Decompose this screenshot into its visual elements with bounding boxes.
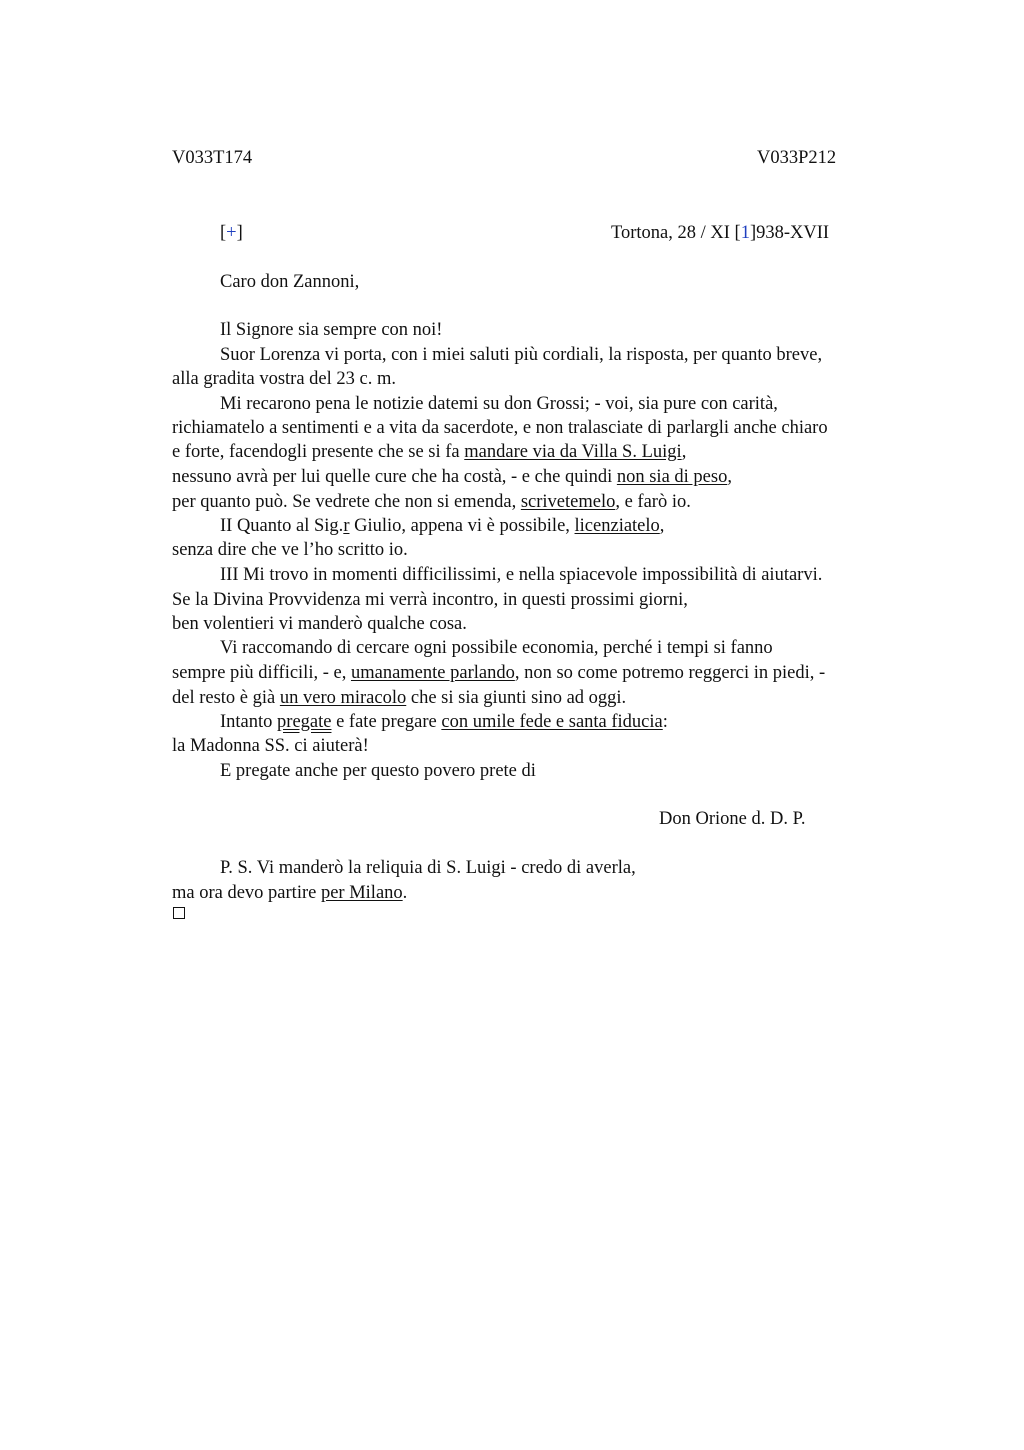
text-run: che si sia giunti sino ad oggi. xyxy=(406,688,627,708)
text-run: per quanto può. Se vedrete che non si emenda, xyxy=(172,492,521,512)
underlined-text: con umile fede e santa fiducia xyxy=(441,712,663,732)
underlined-text: per Milano xyxy=(320,883,403,903)
end-square-icon xyxy=(173,907,185,919)
body-line: Se la Divina Provvidenza mi verrà incontro, in questi prossimi giorni, xyxy=(172,590,688,610)
body-line: E pregate anche per questo povero prete di xyxy=(220,761,536,781)
body-line: Suor Lorenza vi porta, con i miei saluti più cordiali, la risposta, per quanto breve, xyxy=(220,345,823,365)
cross-mark xyxy=(220,221,243,245)
underlined-text: r xyxy=(343,516,350,536)
text-run: . xyxy=(402,883,408,903)
text-run: e forte, facendogli presente che se si fa xyxy=(172,442,465,462)
body-line: senza dire che ve l’ho scritto io. xyxy=(172,540,408,560)
letter-date xyxy=(611,221,829,245)
text-run: : xyxy=(662,712,668,732)
signature: Don Orione d. D. P. xyxy=(659,809,806,829)
cross-symbol: + xyxy=(226,223,237,243)
header-right-code: V033P212 xyxy=(757,148,837,168)
body-line: la Madonna SS. ci aiuterà! xyxy=(172,736,369,756)
body-line: Mi recarono pena le notizie datemi su don Grossi; - voi, sia pure con carità, xyxy=(220,394,778,414)
underlined-text: scrivetemelo xyxy=(520,492,616,512)
body-line: Il Signore sia sempre con noi! xyxy=(220,320,443,340)
text-run: Giulio, appena vi è possibile, xyxy=(349,516,575,536)
body-line: ben volentieri vi manderò qualche cosa. xyxy=(172,614,467,634)
double-underlined-text: pregate xyxy=(277,712,332,732)
text-run: , xyxy=(681,442,687,462)
date-year-digit: 1 xyxy=(740,223,750,243)
underlined-text: umanamente parlando xyxy=(350,663,515,683)
text-run: e fate pregare xyxy=(331,712,442,732)
body-line: richiamatelo a sentimenti e a vita da sacerdote, e non tralasciate di parlargli anche chiaro xyxy=(172,418,828,438)
text-run: sempre più difficili, - e, xyxy=(172,663,351,683)
text-run: , xyxy=(727,467,732,487)
body-line xyxy=(220,514,664,538)
text-run: , non so come potremo reggerci in piedi, - xyxy=(514,663,826,683)
text-run: del resto è già xyxy=(172,688,280,708)
body-line: III Mi trovo in momenti difficilissimi, e nella spiacevole impossibilità di aiutarvi. xyxy=(220,565,823,585)
text-run: nessuno avrà per lui quelle cure che ha costà, - e che quindi xyxy=(172,467,617,487)
text-run: ma ora devo partire xyxy=(172,883,321,903)
underlined-text: licenziatelo xyxy=(574,516,660,536)
header-left-code: V033T174 xyxy=(172,148,253,168)
underlined-text: non sia di peso xyxy=(616,467,728,487)
body-line: alla gradita vostra del 23 c. m. xyxy=(172,369,396,389)
postscript-line: P. S. Vi manderò la reliquia di S. Luigi - credo di averla, xyxy=(220,858,636,878)
body-line xyxy=(220,710,668,734)
text-run: Intanto xyxy=(220,712,278,732)
body-line xyxy=(172,465,732,489)
body-line xyxy=(172,686,626,710)
cross-close: ] xyxy=(236,223,243,243)
underlined-text: mandare via da Villa S. Luigi xyxy=(464,442,682,462)
body-line xyxy=(172,440,686,464)
body-line xyxy=(172,661,825,685)
body-line: Vi raccomando di cercare ogni possibile economia, perché i tempi si fanno xyxy=(220,638,773,658)
text-run: II Quanto al Sig. xyxy=(220,516,344,536)
text-run: , xyxy=(659,516,665,536)
underlined-text: un vero miracolo xyxy=(279,688,407,708)
body-line xyxy=(172,490,691,514)
postscript-line xyxy=(172,881,407,905)
text-run: , e farò io. xyxy=(615,492,691,512)
cross-open: [ xyxy=(220,223,227,243)
date-prefix: Tortona, 28 / XI [ xyxy=(611,223,741,243)
date-suffix: ]938-XVII xyxy=(749,223,830,243)
salutation: Caro don Zannoni, xyxy=(220,272,360,292)
